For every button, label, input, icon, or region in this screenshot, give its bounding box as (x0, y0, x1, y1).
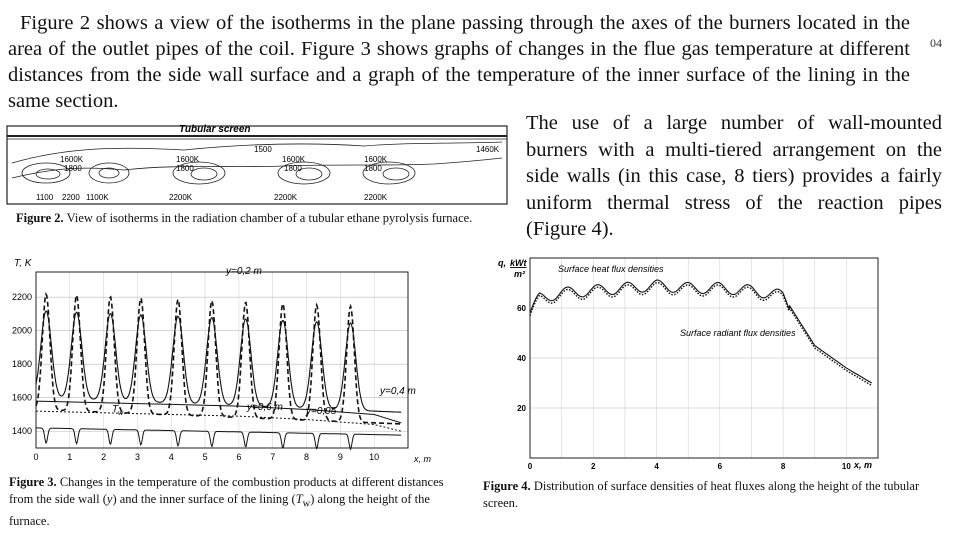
intro-paragraph-text: Figure 2 shows a view of the isotherms in the plane passing through the axes of the burners located in the area of the outlet pipes of the coil. Figure 3 shows graphs of changes in the flue gas temperature at different distances from the side wall surface and a graph of the temperature of the inner surface of the lining in the same section. (8, 12, 910, 112)
figure-4-y-axis-q: q, (498, 258, 506, 268)
label-tw (112, 404, 124, 417)
label-1100: 1100 (36, 193, 54, 202)
fig3-series-y06 (36, 401, 401, 423)
figure-4-y-axis-unit: kWt (510, 258, 527, 268)
figure-4-caption-label: Figure 4. (483, 479, 531, 493)
fig3-y-tick: 1800 (11, 359, 32, 370)
label-1600k-b: 1600K (176, 155, 200, 164)
fig3-y-tick: 1600 (11, 392, 32, 403)
label-1100k: 1100K (86, 193, 109, 202)
figure-4-caption (483, 478, 923, 512)
fig3-x-tick: 6 (236, 452, 242, 462)
fig4-x-tick: 4 (654, 462, 659, 471)
label-y04: y=0,4 m (380, 386, 416, 397)
figure-2-caption (16, 210, 496, 227)
isotherm-1460 (12, 158, 502, 178)
fig3-plot-frame (36, 272, 408, 448)
fig4-y-tick: 20 (517, 404, 526, 413)
label-1600k-a: 1600K (60, 155, 84, 164)
figure-3-caption-text-1: Changes in the temperature of the combustion products at different distances from the side wall ( (9, 475, 444, 506)
fig3-x-tick: 4 (168, 452, 174, 462)
figure-3-series (36, 294, 401, 449)
figure-2-caption-label: Figure 2. (16, 211, 64, 225)
label-heat-flux: Surface heat flux densities (558, 264, 664, 274)
figure-3-caption-tw-sub: w (302, 498, 311, 510)
label-radiant-flux: Surface radiant flux densities (680, 328, 796, 338)
figure-3-caption-text-2: ) and the inner surface of the lining ( (112, 492, 296, 506)
fig4-y-tick: 40 (517, 354, 526, 363)
label-tw-main: T (112, 404, 119, 415)
label-y02: y=0,2 m (226, 266, 262, 277)
fig3-y-tick: 2200 (11, 292, 32, 303)
figure-3-caption (9, 474, 459, 530)
fig3-x-tick: 8 (304, 452, 310, 462)
fig3-x-tick: 9 (337, 452, 343, 462)
label-1800-a: 1800 (64, 164, 82, 173)
label-y06: y=0,6 m (247, 402, 283, 413)
figure-3-caption-y: y (106, 492, 113, 506)
label-2200-a: 2200 (62, 193, 80, 202)
fig3-y-tick: 1400 (11, 426, 32, 437)
label-y095: y=0,95 (306, 406, 337, 417)
fig3-x-tick: 10 (369, 452, 380, 462)
tubular-screen-label: Tubular screen (179, 124, 251, 135)
page-number: 04 (930, 36, 942, 50)
figure-4-x-axis-label: x, m (854, 460, 873, 470)
figure-3-x-axis-label: x, m (414, 454, 431, 464)
intro-paragraph (8, 10, 910, 114)
fig4-x-tick: 8 (780, 462, 786, 471)
right-paragraph: The use of a large number of wall-mounted burners with a multi-tiered arrangement on the side walls (in this case, 8 tiers) provides a fairly uniform thermal stress of the reaction pipes (Figure 4). (526, 112, 942, 240)
figure-3-axes (36, 272, 408, 448)
fig3-x-tick: 5 (202, 452, 208, 462)
figure-2-isotherms (4, 118, 512, 210)
figure-3-chart (4, 252, 450, 468)
fig4-x-tick: 0 (527, 462, 533, 471)
furnace-outline (7, 126, 507, 204)
label-1600k-c: 1600K (282, 155, 306, 164)
figure-2-caption-text: View of isotherms in the radiation chamber of a tubular ethane pyrolysis furnace. (66, 211, 473, 225)
label-1500: 1500 (254, 145, 272, 154)
label-2200k-b: 2200K (169, 193, 193, 202)
figure-4-chart (498, 252, 890, 474)
figure-3-grid (36, 272, 408, 448)
label-2200k-d: 2200K (364, 193, 388, 202)
fig4-y-tick: 60 (517, 304, 526, 313)
figure-3-y-axis-label: T, K (14, 258, 32, 269)
fig3-x-tick: 7 (270, 452, 276, 462)
fig4-x-tick: 6 (717, 462, 723, 471)
figure-3-caption-tw: T (295, 492, 303, 506)
fig3-x-tick: 3 (134, 452, 140, 462)
fig3-x-tick: 0 (33, 452, 39, 462)
figure-4-y-axis-den: m² (514, 269, 525, 279)
label-1800-c: 1800 (284, 164, 302, 173)
label-tw-sub: w (118, 410, 124, 417)
figure-4-caption-text: Distribution of surface densities of heat fluxes along the height of the tubular screen. (483, 479, 920, 510)
fig4-x-tick: 10 (841, 462, 851, 471)
fig3-y-tick: 2000 (11, 325, 32, 336)
fig3-series-y095 (36, 411, 401, 431)
label-1600k-d: 1600K (364, 155, 388, 164)
label-2200k-c: 2200K (274, 193, 298, 202)
fig4-x-tick: 2 (591, 462, 596, 471)
figure-4-grid (530, 258, 878, 458)
fig3-x-tick: 1 (67, 452, 73, 462)
figure-3-caption-label: Figure 3. (9, 475, 57, 489)
fig3-x-tick: 2 (101, 452, 107, 462)
figure-3-caption-text-3: ) along the height of the furnace. (9, 492, 430, 528)
label-1800-d: 1800 (364, 164, 382, 173)
fig3-series-y02 (36, 294, 401, 424)
label-1460k: 1460K (476, 145, 500, 154)
label-1800-b: 1800 (176, 164, 194, 173)
